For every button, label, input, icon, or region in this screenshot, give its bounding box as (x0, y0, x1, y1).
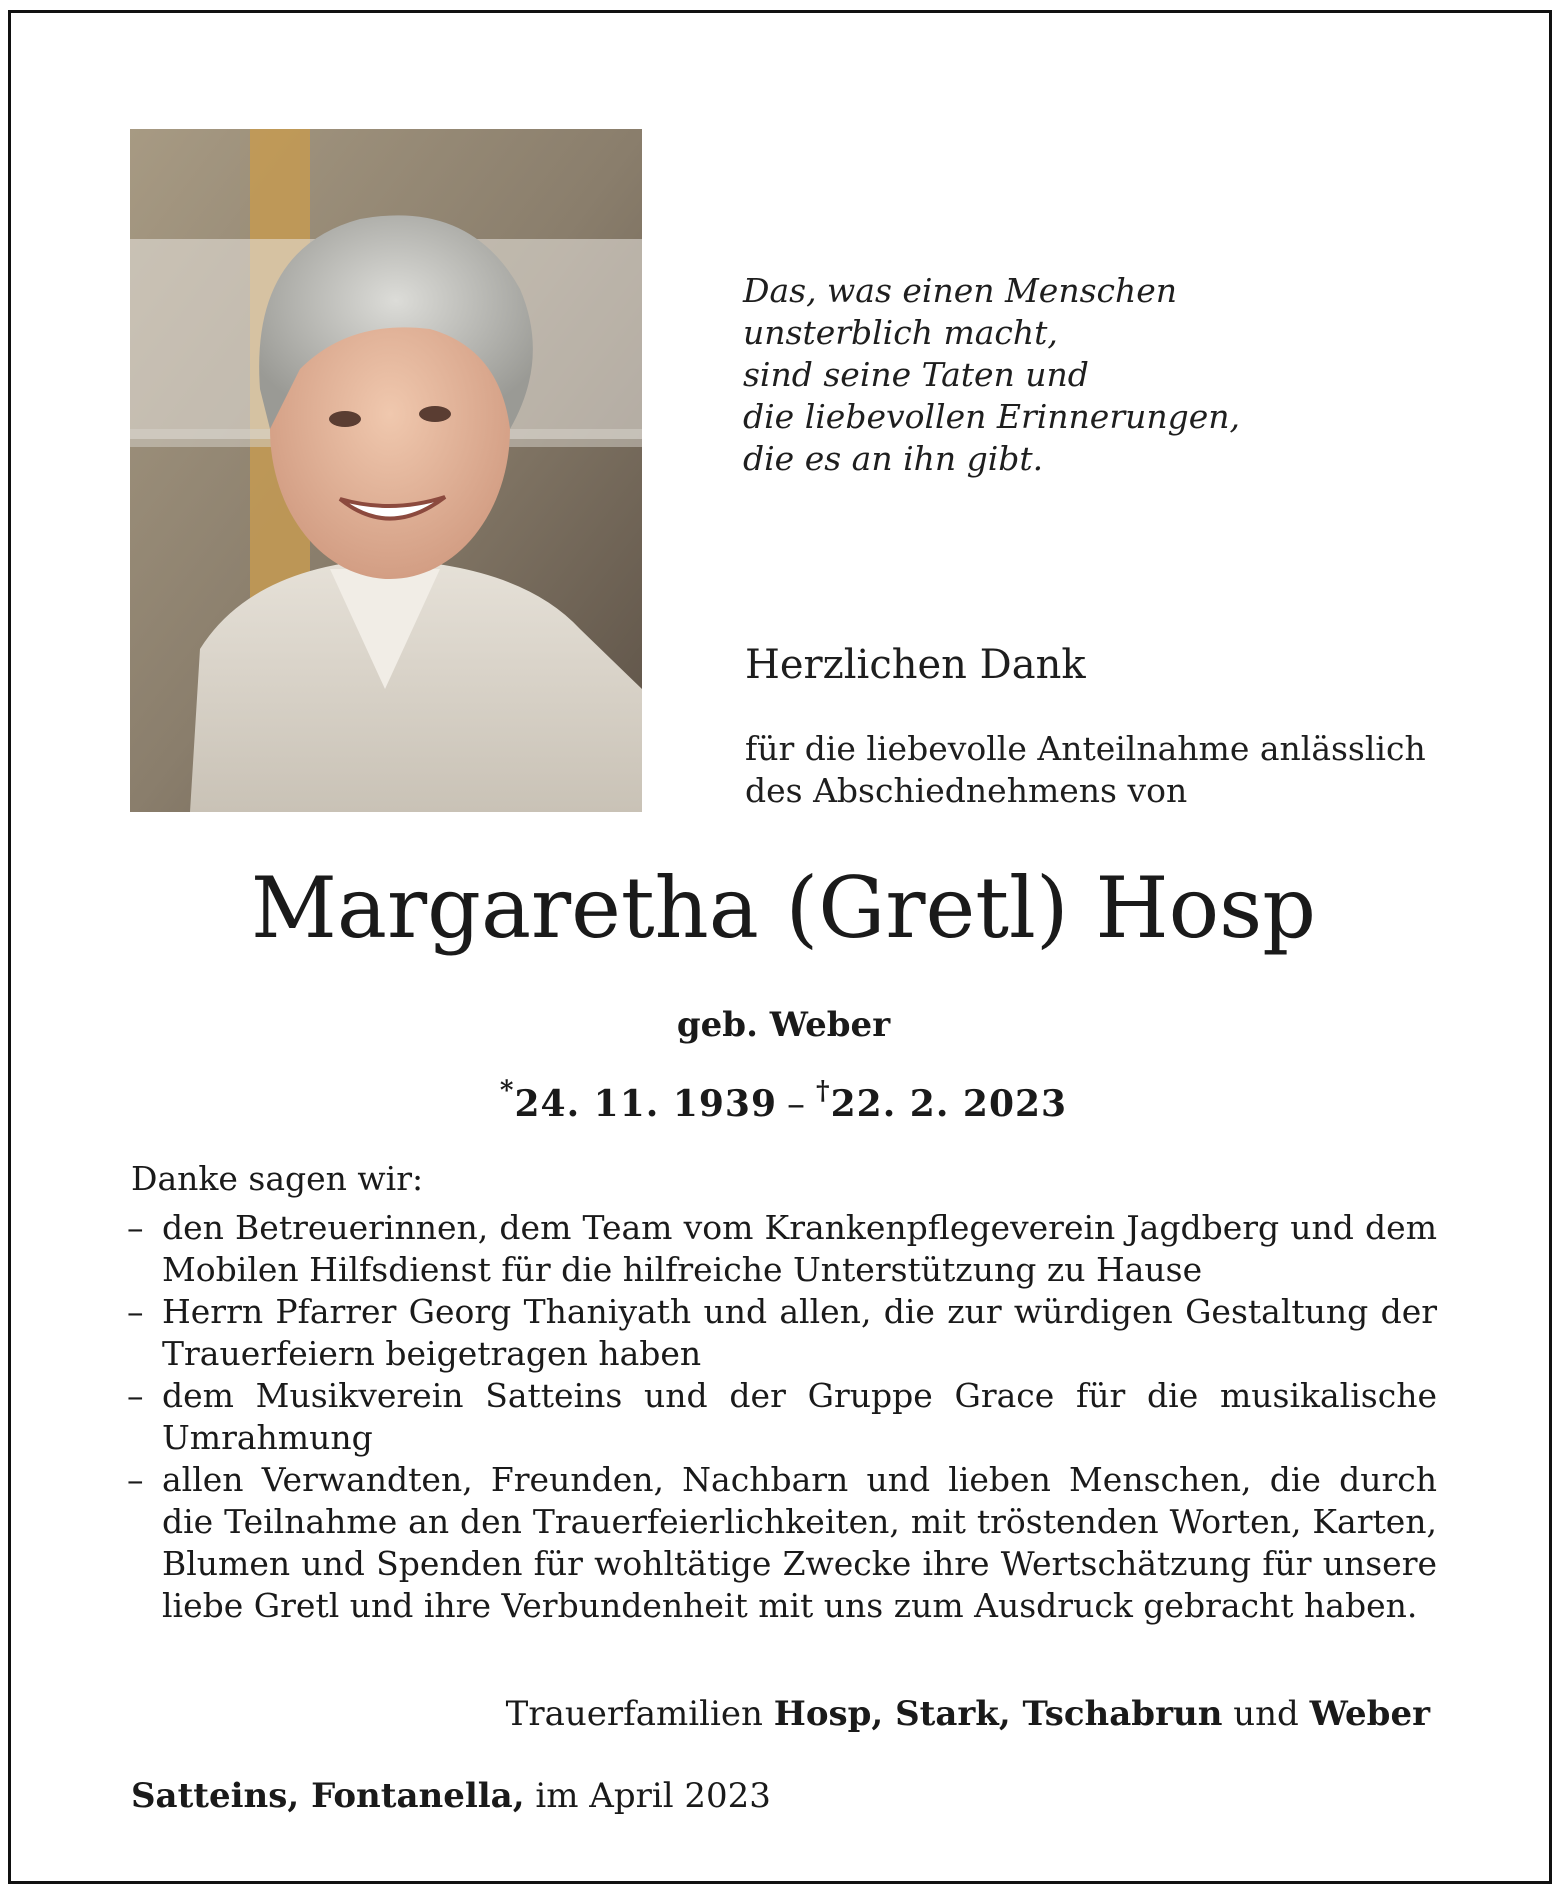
birth-name: geb. Weber (676, 1005, 891, 1045)
acknowledgements-heading: Danke sagen wir: (131, 1159, 424, 1198)
death-symbol: † (816, 1076, 831, 1106)
quote-line: unsterblich macht, (743, 313, 1058, 352)
footer-date: im April 2023 (535, 1776, 771, 1816)
thanks-line: für die liebevolle Anteilnahme anlässlich (745, 729, 1426, 768)
thanks-heading: Herzlichen Dank (745, 642, 1086, 688)
date-separator: – (787, 1084, 807, 1125)
list-item (127, 1207, 1437, 1291)
list-item-text: dem Musikverein Satteins und der Gruppe Grace für die musikalische Umrahmung (162, 1376, 1437, 1457)
birth-date: 24. 11. 1939 (514, 1083, 778, 1125)
list-item (127, 1291, 1437, 1375)
family-signature (0, 1692, 1430, 1736)
bullet-dash: – (127, 1208, 144, 1247)
quote-line: die liebevollen Erinnerungen, (743, 397, 1241, 436)
birth-symbol: * (499, 1076, 515, 1106)
quote-line: die es an ihn gibt. (743, 439, 1044, 478)
signature-prefix: Trauerfamilien (505, 1694, 763, 1734)
list-item-text: den Betreuerinnen, dem Team vom Krankenpflegeverein Jagdberg und dem Mobilen Hilfsdienst für die hilfreiche Unterstützung zu Hause (162, 1208, 1437, 1289)
signature-families: Hosp, Stark, Tschabrun (773, 1694, 1223, 1734)
memorial-quote (743, 270, 1240, 480)
list-item-text: allen Verwandten, Freunden, Nachbarn und lieben Menschen, die durch die Teilnahme an den Trauerfeierlichkeiten, mit tröstenden Worten, Karten, Blumen und Spenden für wohltätige Zwecke ihre Wertschätzung für unsere liebe Gretl und ihre Verbundenheit mit uns zum Ausdruck gebracht haben. (162, 1460, 1437, 1625)
list-item (127, 1459, 1437, 1627)
life-dates (0, 1072, 1567, 1128)
signature-conjunction: und (1233, 1694, 1299, 1734)
bullet-dash: – (127, 1376, 144, 1415)
list-item-text: Herrn Pfarrer Georg Thaniyath und allen, die zur würdigen Gestaltung der Trauerfeiern beigetragen haben (162, 1292, 1437, 1373)
list-item (127, 1375, 1437, 1459)
bullet-dash: – (127, 1460, 144, 1499)
quote-line: sind seine Taten und (743, 355, 1089, 394)
death-date: 22. 2. 2023 (830, 1083, 1068, 1125)
bullet-dash: – (127, 1292, 144, 1331)
portrait-illustration (130, 129, 642, 812)
place-date-line (131, 1774, 771, 1818)
deceased-name: Margaretha (Gretl) Hosp (250, 859, 1317, 957)
acknowledgements-list (127, 1207, 1437, 1627)
portrait-photo (130, 129, 642, 812)
thanks-text (745, 728, 1426, 812)
thanks-line: des Abschiednehmens von (745, 771, 1188, 810)
quote-line: Das, was einen Menschen (743, 271, 1178, 310)
footer-places: Satteins, Fontanella, (131, 1776, 525, 1816)
signature-family-last: Weber (1309, 1694, 1430, 1734)
